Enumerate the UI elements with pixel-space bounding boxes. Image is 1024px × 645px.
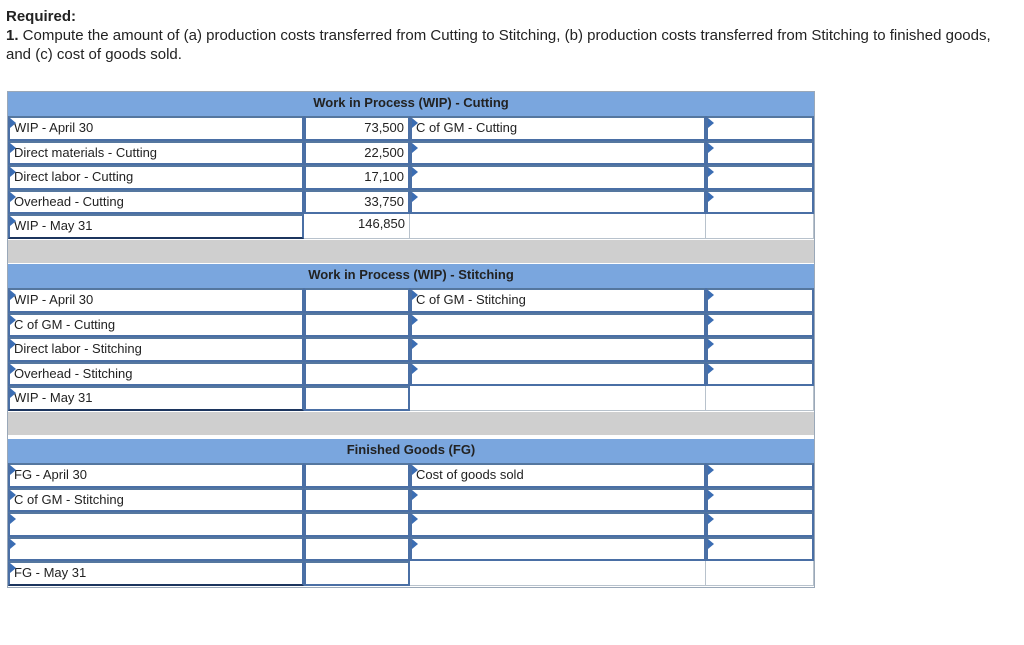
dropdown-marker-icon — [412, 167, 418, 177]
cutting-right-amount-4[interactable] — [706, 190, 814, 215]
stitching-right-label-3[interactable] — [410, 337, 706, 362]
stitching-left-amount-1[interactable] — [304, 288, 410, 313]
stitching-left-label-text: WIP - May 31 — [14, 390, 93, 405]
cutting-left-amount-text: 17,100 — [364, 169, 404, 184]
question-number: 1. — [6, 27, 19, 44]
cutting-right-label-1[interactable] — [410, 116, 706, 141]
dropdown-marker-icon — [412, 339, 418, 349]
dropdown-marker-icon — [708, 118, 714, 128]
dropdown-marker-icon — [708, 539, 714, 549]
finished-right-amount-5 — [706, 561, 814, 586]
stitching-header — [8, 264, 814, 288]
finished-left-label-5[interactable] — [8, 561, 304, 586]
cutting-left-amount-1[interactable] — [304, 116, 410, 141]
dropdown-marker-icon — [412, 490, 418, 500]
dropdown-marker-icon — [10, 216, 16, 226]
dropdown-marker-icon — [412, 514, 418, 524]
stitching-left-label-text: C of GM - Cutting — [14, 316, 116, 332]
cutting-left-amount-2[interactable] — [304, 141, 410, 166]
stitching-right-amount-4[interactable] — [706, 362, 814, 387]
dropdown-marker-icon — [10, 290, 16, 300]
cutting-right-label-text: C of GM - Cutting — [416, 120, 518, 135]
dropdown-marker-icon — [412, 143, 418, 153]
stitching-right-amount-1[interactable] — [706, 288, 814, 313]
dropdown-marker-icon — [708, 490, 714, 500]
dropdown-marker-icon — [10, 364, 16, 374]
stitching-left-label-text: Direct labor - Stitching — [14, 341, 142, 356]
finished-title: Finished Goods (FG) — [346, 442, 476, 457]
stitching-right-amount-2[interactable] — [706, 313, 814, 338]
finished-right-label-1[interactable] — [410, 463, 706, 488]
dropdown-marker-icon — [10, 167, 16, 177]
cutting-right-label-4[interactable] — [410, 190, 706, 215]
stitching-left-label-1[interactable] — [8, 288, 304, 313]
dropdown-marker-icon — [708, 192, 714, 202]
stitching-right-label-1[interactable] — [410, 288, 706, 313]
dropdown-marker-icon — [412, 290, 418, 300]
cutting-left-label-1[interactable] — [8, 116, 304, 141]
cutting-right-label-5 — [410, 214, 706, 239]
finished-left-amount-4[interactable] — [304, 537, 410, 562]
t-account-table — [7, 91, 815, 588]
finished-right-label-4[interactable] — [410, 537, 706, 562]
cutting-left-label-text: Overhead - Cutting — [14, 193, 124, 209]
stitching-left-label-5[interactable] — [8, 386, 304, 411]
stitching-title: Work in Process (WIP) - Stitching — [308, 267, 514, 282]
required-heading: Required: — [6, 8, 77, 25]
cutting-left-label-text: Direct materials - Cutting — [14, 144, 158, 160]
stitching-right-amount-3[interactable] — [706, 337, 814, 362]
dropdown-marker-icon — [708, 339, 714, 349]
stitching-right-label-2[interactable] — [410, 313, 706, 338]
cutting-left-label-4[interactable] — [8, 190, 304, 215]
question-body: Compute the amount of (a) production costs transferred from Cutting to Stitching, (b) production costs transferred from Stitching to finished goods, and (c) cost of goods sold. — [6, 27, 991, 63]
stitching-right-amount-5 — [706, 386, 814, 411]
dropdown-marker-icon — [10, 563, 16, 573]
cutting-left-amount-text: 73,500 — [364, 120, 404, 135]
dropdown-marker-icon — [10, 339, 16, 349]
dropdown-marker-icon — [10, 465, 16, 475]
stitching-left-label-3[interactable] — [8, 337, 304, 362]
cutting-left-label-2[interactable] — [8, 141, 304, 166]
dropdown-marker-icon — [708, 290, 714, 300]
dropdown-marker-icon — [10, 514, 16, 524]
cutting-left-amount-text: 146,850 — [358, 216, 405, 231]
cutting-separator — [8, 240, 814, 263]
cutting-right-label-2[interactable] — [410, 141, 706, 166]
finished-left-label-text: FG - May 31 — [14, 565, 87, 580]
finished-left-amount-3[interactable] — [304, 512, 410, 537]
dropdown-marker-icon — [708, 167, 714, 177]
finished-left-label-1[interactable] — [8, 463, 304, 488]
finished-right-amount-1[interactable] — [706, 463, 814, 488]
question-text — [6, 26, 1006, 64]
stitching-left-label-2[interactable] — [8, 313, 304, 338]
cutting-left-amount-4[interactable] — [304, 190, 410, 215]
cutting-left-amount-3[interactable] — [304, 165, 410, 190]
dropdown-marker-icon — [708, 364, 714, 374]
cutting-left-label-5[interactable] — [8, 214, 304, 239]
stitching-left-label-text: Overhead - Stitching — [14, 365, 133, 381]
dropdown-marker-icon — [708, 315, 714, 325]
finished-left-amount-1[interactable] — [304, 463, 410, 488]
finished-left-label-3[interactable] — [8, 512, 304, 537]
cutting-left-label-text: Direct labor - Cutting — [14, 169, 134, 184]
finished-header — [8, 439, 814, 463]
stitching-right-label-5 — [410, 386, 706, 411]
dropdown-marker-icon — [10, 490, 16, 500]
cutting-right-amount-5 — [706, 214, 814, 239]
stitching-separator — [8, 412, 814, 435]
finished-right-amount-4[interactable] — [706, 537, 814, 562]
cutting-right-amount-3[interactable] — [706, 165, 814, 190]
dropdown-marker-icon — [412, 192, 418, 202]
cutting-left-amount-text: 33,750 — [364, 193, 404, 209]
cutting-right-label-3[interactable] — [410, 165, 706, 190]
dropdown-marker-icon — [412, 364, 418, 374]
finished-right-amount-3[interactable] — [706, 512, 814, 537]
stitching-right-label-4[interactable] — [410, 362, 706, 387]
finished-right-label-5 — [410, 561, 706, 586]
stitching-left-amount-5[interactable] — [304, 386, 410, 411]
stitching-left-label-4[interactable] — [8, 362, 304, 387]
required-section — [6, 7, 1006, 64]
dropdown-marker-icon — [708, 143, 714, 153]
dropdown-marker-icon — [10, 315, 16, 325]
finished-left-label-4[interactable] — [8, 537, 304, 562]
cutting-left-label-3[interactable] — [8, 165, 304, 190]
dropdown-marker-icon — [10, 388, 16, 398]
dropdown-marker-icon — [10, 539, 16, 549]
finished-right-label-2[interactable] — [410, 488, 706, 513]
cutting-left-amount-5 — [304, 214, 410, 239]
finished-right-label-3[interactable] — [410, 512, 706, 537]
stitching-left-label-text: WIP - April 30 — [14, 292, 94, 307]
finished-right-label-text: Cost of goods sold — [416, 467, 524, 482]
finished-left-amount-2[interactable] — [304, 488, 410, 513]
dropdown-marker-icon — [412, 539, 418, 549]
dropdown-marker-icon — [10, 192, 16, 202]
finished-right-amount-2[interactable] — [706, 488, 814, 513]
dropdown-marker-icon — [412, 315, 418, 325]
dropdown-marker-icon — [412, 118, 418, 128]
cutting-left-label-text: WIP - May 31 — [14, 218, 93, 233]
finished-left-label-text: FG - April 30 — [14, 467, 87, 482]
finished-left-amount-5[interactable] — [304, 561, 410, 586]
dropdown-marker-icon — [708, 465, 714, 475]
dropdown-marker-icon — [10, 118, 16, 128]
stitching-left-amount-4[interactable] — [304, 362, 410, 387]
cutting-left-amount-text: 22,500 — [364, 144, 404, 160]
stitching-right-label-text: C of GM - Stitching — [416, 292, 526, 307]
dropdown-marker-icon — [708, 514, 714, 524]
cutting-right-amount-1[interactable] — [706, 116, 814, 141]
dropdown-marker-icon — [412, 465, 418, 475]
cutting-left-label-text: WIP - April 30 — [14, 120, 94, 135]
finished-left-label-text: C of GM - Stitching — [14, 491, 124, 507]
cutting-right-amount-2[interactable] — [706, 141, 814, 166]
dropdown-marker-icon — [10, 143, 16, 153]
stitching-left-amount-2[interactable] — [304, 313, 410, 338]
stitching-left-amount-3[interactable] — [304, 337, 410, 362]
finished-left-label-2[interactable] — [8, 488, 304, 513]
cutting-header — [8, 92, 814, 116]
cutting-title: Work in Process (WIP) - Cutting — [313, 95, 509, 110]
